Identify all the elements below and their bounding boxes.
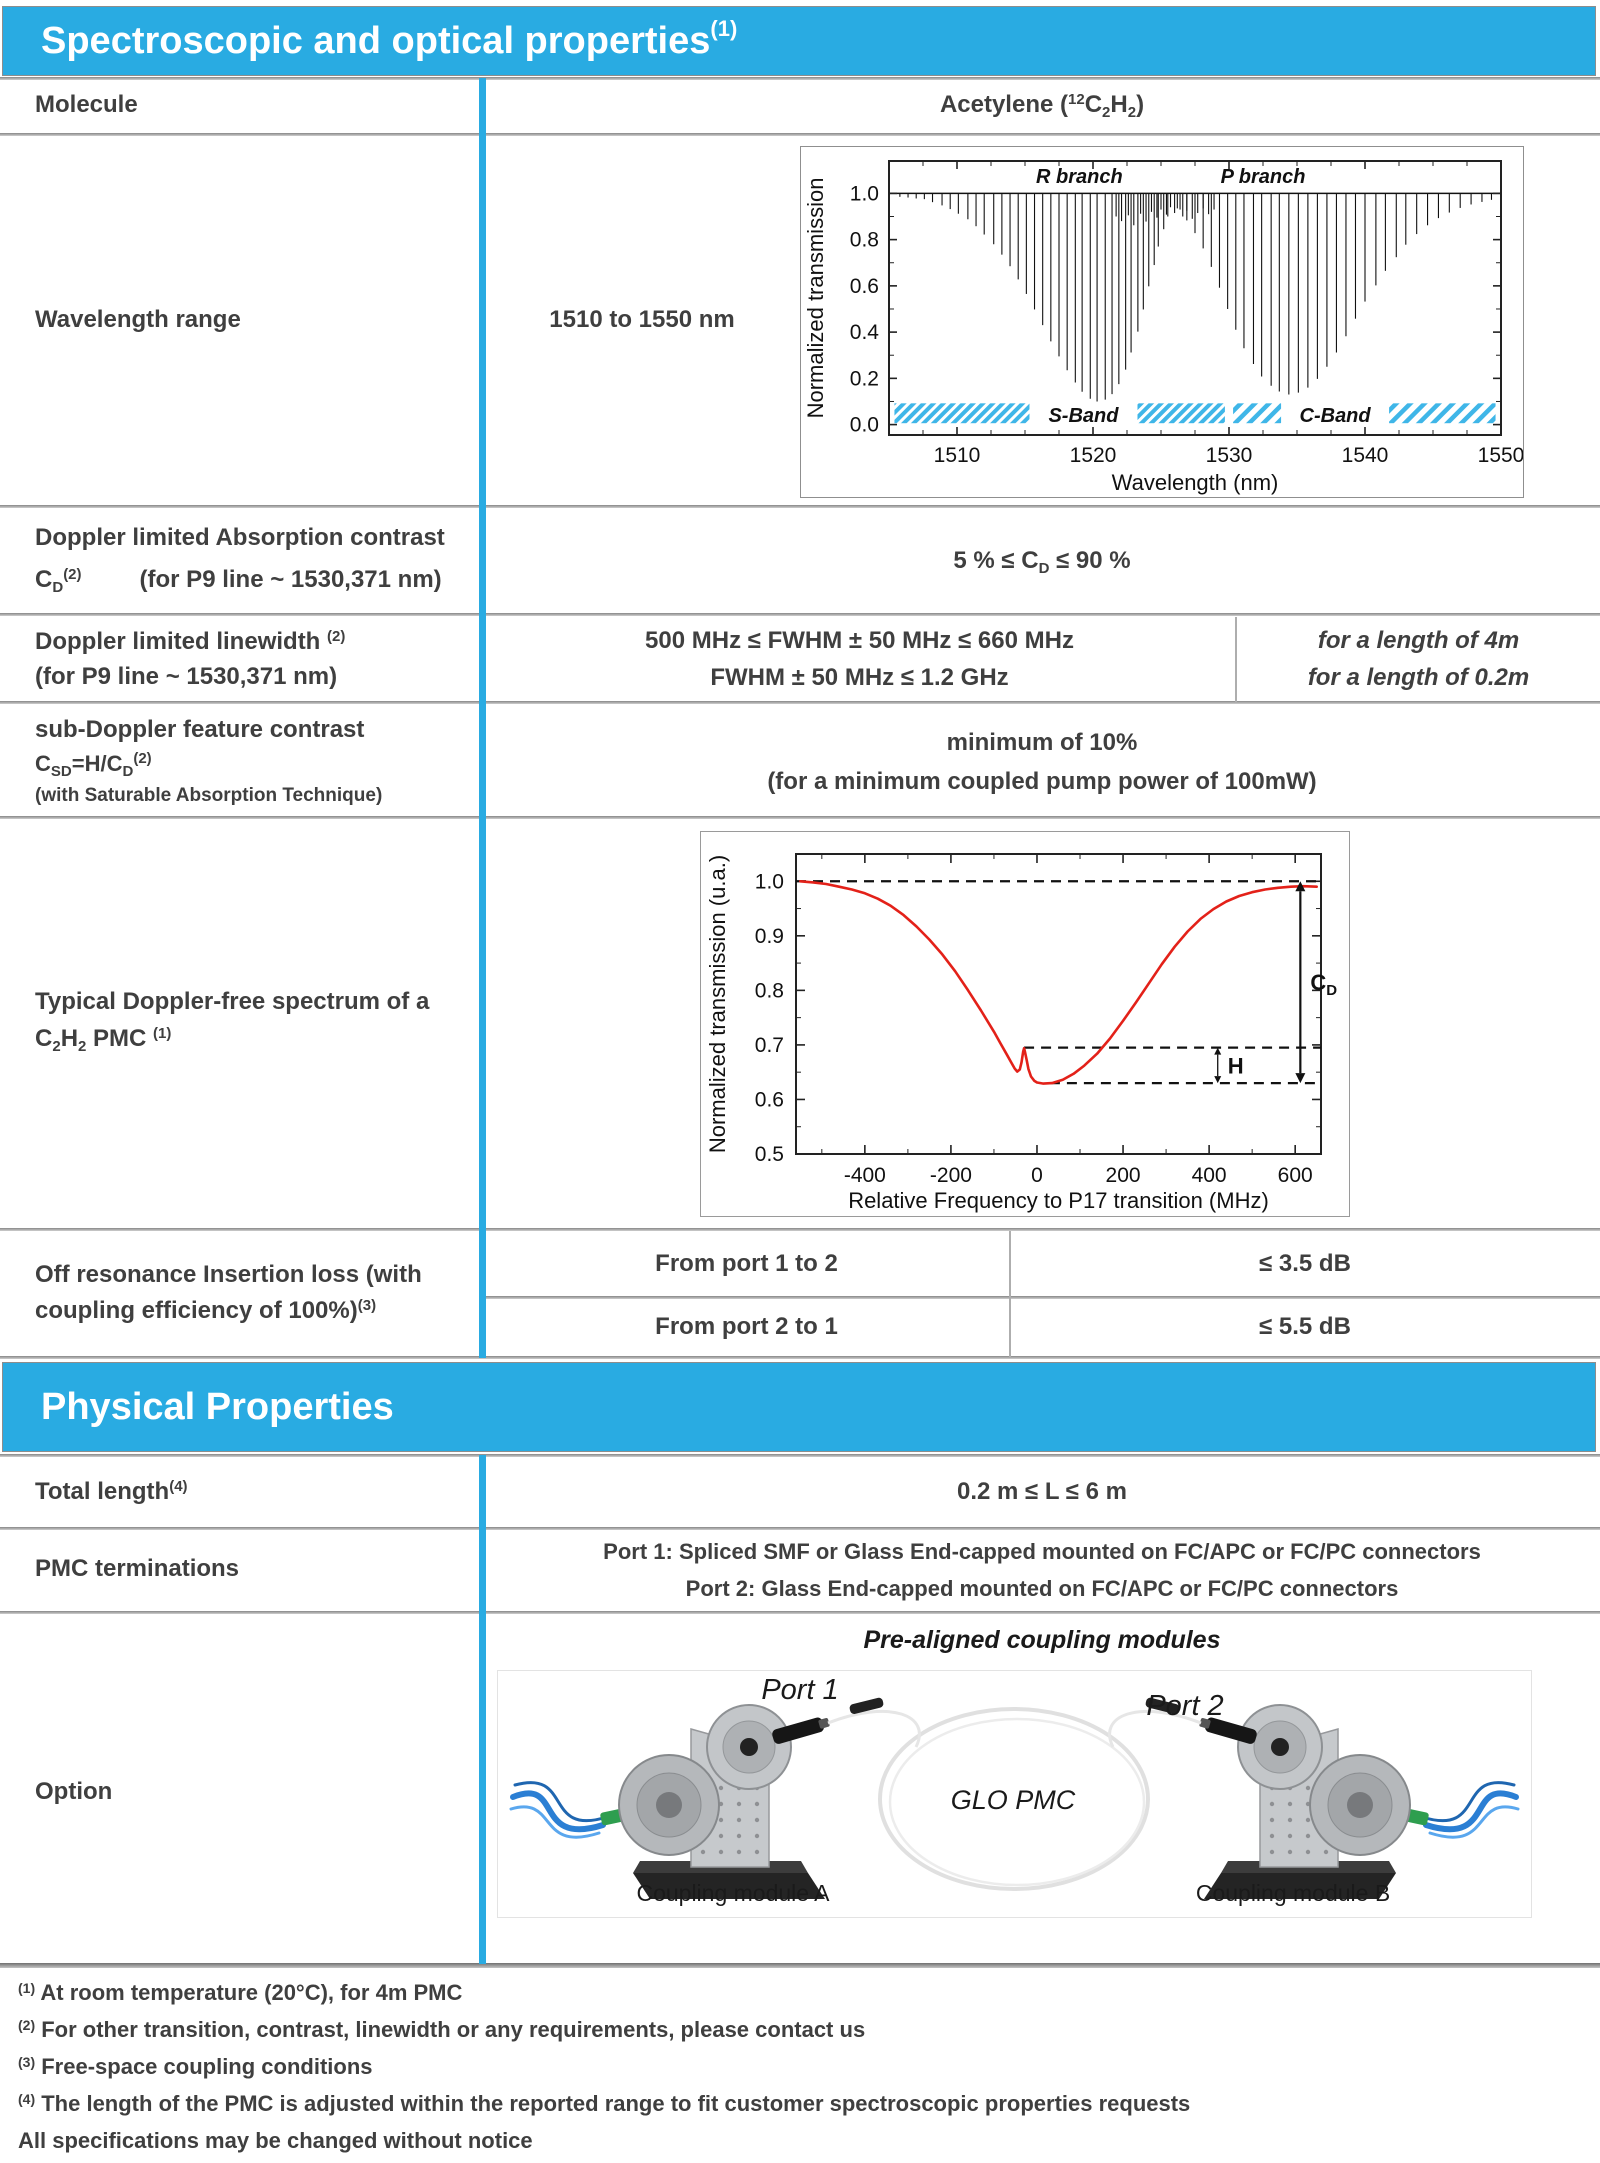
column-divider bbox=[479, 1455, 486, 1964]
molecule-value-text: Acetylene ( bbox=[939, 91, 1068, 118]
molecule-value: Acetylene $(^{12}C_2H_2)$ bbox=[939, 91, 1145, 121]
section-title: Spectroscopic and optical properties bbox=[41, 19, 711, 62]
svg-text:1530: 1530 bbox=[1205, 444, 1253, 467]
row-divider bbox=[0, 816, 1600, 819]
footnote-4: $^{(4)}$ The length of the PMC is adjusted within the reported range to fit customer spectroscopic properties requests bbox=[18, 2091, 1191, 2116]
glo-pmc-label: GLO PMC bbox=[950, 1785, 1076, 1815]
row-divider bbox=[0, 77, 1600, 80]
insertion-loss-label-line1: Off resonance Insertion loss (with bbox=[35, 1261, 422, 1288]
port2-label: Port 2 bbox=[1146, 1690, 1224, 1722]
svg-text:600: 600 bbox=[1277, 1164, 1313, 1187]
svg-text:0.7: 0.7 bbox=[754, 1033, 784, 1057]
linewidth-value-line1: 500 MHz ≤ FWHM ± 50 MHz ≤ 660 MHz bbox=[645, 627, 1074, 654]
insertion-port1to2-label: From port 1 to 2 bbox=[655, 1250, 838, 1277]
svg-text:Normalized transmission: Normalized transmission bbox=[803, 177, 828, 419]
doppler-contrast-label-line2: $C_D^{(2)}$ (for P9 line ~ 1530,371 nm) bbox=[35, 566, 442, 596]
row-divider bbox=[0, 613, 1600, 616]
wavelength-range-label: Wavelength range bbox=[35, 306, 241, 333]
svg-text:200: 200 bbox=[1105, 1164, 1141, 1187]
svg-text:Normalized transmission (u.a.): Normalized transmission (u.a.) bbox=[705, 854, 730, 1154]
port1-label: Port 1 bbox=[761, 1674, 839, 1706]
row-divider bbox=[0, 701, 1600, 704]
subdoppler-label-line1: sub-Doppler feature contrast bbox=[35, 716, 365, 743]
molecule-label: Molecule bbox=[35, 91, 138, 118]
footnote-1: $^{(1)}$ At room temperature (20°C), for 4m PMC bbox=[18, 1980, 463, 2005]
footnote-3: $^{(3)}$ Free-space coupling conditions bbox=[18, 2054, 373, 2079]
svg-text:CD: $C_D$ bbox=[1310, 970, 1338, 1000]
doppler-free-spectrum-panel bbox=[700, 831, 1350, 1217]
subdoppler-formula: $C_{SD}=H/C_D^{(2)}$ bbox=[35, 750, 152, 780]
row-divider bbox=[0, 1611, 1600, 1614]
svg-text:1510: 1510 bbox=[933, 444, 981, 467]
option-label: Option bbox=[35, 1778, 113, 1805]
insertion-loss-label-line2: coupling efficiency of 100%)$^{(3)}$ bbox=[35, 1297, 377, 1324]
linewidth-value-line2: FWHM ± 50 MHz ≤ 1.2 GHz bbox=[710, 664, 1009, 691]
linewidth-note-line1: for a length of 4m bbox=[1317, 627, 1520, 654]
svg-text:0.8: 0.8 bbox=[754, 979, 784, 1003]
terminations-value-line2: Port 2: Glass End-capped mounted on FC/APC or FC/PC connectors bbox=[685, 1576, 1399, 1601]
doppler-free-spectrum-chart bbox=[701, 832, 1349, 1216]
absorption-spectrum-panel bbox=[800, 146, 1524, 498]
linewidth-note-line2: for a length of 0.2m bbox=[1307, 664, 1530, 691]
linewidth-label-line1: Doppler limited linewidth $^{(2)}$ bbox=[35, 628, 346, 655]
wavelength-range-value: 1510 to 1550 nm bbox=[549, 306, 735, 333]
row-divider bbox=[0, 133, 1600, 136]
svg-text:-400: -400 bbox=[843, 1164, 886, 1187]
svg-text:R branch: R branch bbox=[1036, 165, 1123, 188]
svg-text:0: 0 bbox=[1031, 1164, 1043, 1187]
spectrum-label-line2: $C_2H_2$ PMC $^{(1)}$ bbox=[35, 1025, 172, 1055]
absorption-spectrum-chart bbox=[801, 147, 1523, 497]
svg-text:0.5: 0.5 bbox=[754, 1143, 784, 1166]
subdoppler-label-line3: (with Saturable Absorption Technique) bbox=[35, 785, 383, 806]
insertion-port2to1-label: From port 2 to 1 bbox=[655, 1313, 838, 1340]
doppler-contrast-value: 5 % ≤ $C_D \le 90$ % bbox=[953, 547, 1131, 577]
footnote-disclaimer: All specifications may be changed without notice bbox=[18, 2128, 533, 2153]
svg-text:400: 400 bbox=[1191, 1164, 1227, 1187]
row-divider bbox=[484, 1296, 1600, 1299]
coupling-module-b-caption: Coupling module B bbox=[1195, 1880, 1391, 1906]
row-divider bbox=[0, 1527, 1600, 1530]
svg-text:S-Band: S-Band bbox=[1048, 404, 1119, 427]
svg-text:0.8: 0.8 bbox=[849, 228, 879, 252]
insertion-port1to2-value: ≤ 3.5 dB bbox=[1259, 1250, 1351, 1277]
svg-text:H: H bbox=[1227, 1053, 1244, 1079]
molecule-isotope-sup: 12 bbox=[1068, 91, 1085, 108]
svg-text:-200: -200 bbox=[929, 1164, 972, 1187]
svg-text:C-Band: C-Band bbox=[1299, 404, 1371, 427]
terminations-value-line1: Port 1: Spliced SMF or Glass End-capped mounted on FC/APC or FC/PC connectors bbox=[603, 1539, 1481, 1564]
row-divider bbox=[0, 1454, 1600, 1457]
coupling-modules-title: Pre-aligned coupling modules bbox=[863, 1626, 1221, 1654]
table-bottom-border bbox=[0, 1963, 1600, 1968]
total-length-label: Total length$^{(4)}$ bbox=[35, 1478, 188, 1505]
section-header-spectroscopic bbox=[2, 6, 1596, 76]
svg-text:P branch: P branch bbox=[1220, 165, 1306, 188]
svg-text:1.0: 1.0 bbox=[754, 870, 784, 894]
svg-text:0.2: 0.2 bbox=[849, 367, 879, 391]
svg-text:0.0: 0.0 bbox=[849, 413, 879, 437]
section-title: Physical Properties bbox=[41, 1385, 394, 1428]
subdoppler-value-line1: minimum of 10% bbox=[946, 729, 1138, 756]
svg-text:0.4: 0.4 bbox=[849, 321, 879, 345]
footnote-2: $^{(2)}$ For other transition, contrast, linewidth or any requirements, please contact us bbox=[18, 2017, 866, 2042]
row-divider bbox=[0, 1228, 1600, 1231]
svg-text:1550: 1550 bbox=[1477, 444, 1523, 467]
doppler-contrast-label-line1: Doppler limited Absorption contrast bbox=[35, 524, 445, 551]
total-length-value: 0.2 m ≤ L ≤ 6 m bbox=[957, 1478, 1127, 1505]
svg-text:Wavelength (nm): Wavelength (nm) bbox=[1111, 470, 1279, 495]
subdoppler-value-line2: (for a minimum coupled pump power of 100mW) bbox=[767, 768, 1317, 795]
terminations-label: PMC terminations bbox=[35, 1555, 240, 1582]
svg-text:1520: 1520 bbox=[1069, 444, 1117, 467]
spectrum-label-line1: Typical Doppler-free spectrum of a bbox=[35, 988, 430, 1015]
section-header-physical bbox=[2, 1362, 1596, 1452]
section-title-footnote-ref: (1) bbox=[710, 16, 738, 41]
column-divider bbox=[479, 78, 486, 1358]
svg-text:1540: 1540 bbox=[1341, 444, 1389, 467]
row-divider bbox=[0, 1356, 1600, 1359]
linewidth-label-line2: (for P9 line ~ 1530,371 nm) bbox=[35, 663, 338, 690]
svg-text:0.9: 0.9 bbox=[754, 924, 784, 948]
coupling-module-a-caption: Coupling module A bbox=[636, 1880, 830, 1906]
svg-text:0.6: 0.6 bbox=[849, 274, 879, 298]
svg-text:Relative Frequency to P17 tran: Relative Frequency to P17 transition (MHz) bbox=[848, 1188, 1269, 1213]
svg-text:1.0: 1.0 bbox=[849, 182, 879, 206]
insertion-port2to1-value: ≤ 5.5 dB bbox=[1259, 1313, 1351, 1340]
row-divider bbox=[0, 505, 1600, 508]
svg-text:0.6: 0.6 bbox=[754, 1088, 784, 1112]
